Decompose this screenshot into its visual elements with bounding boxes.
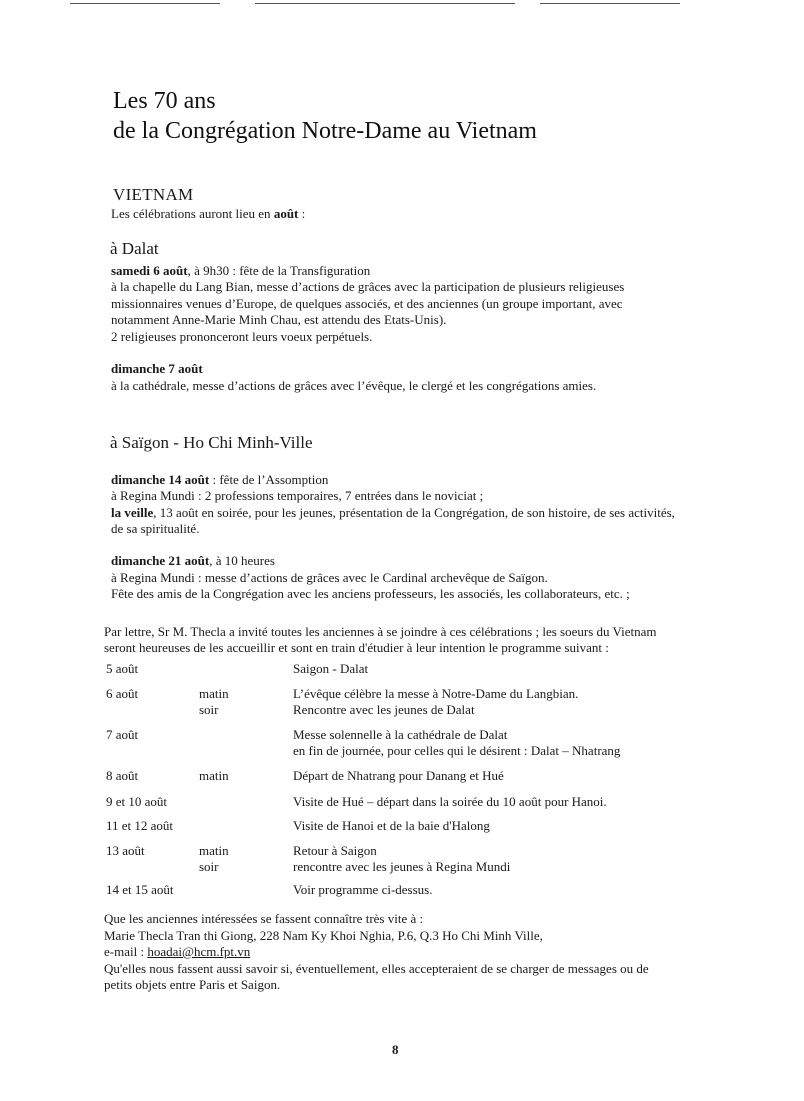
saigon-day2-line3: Fête des amis de la Congrégation avec les anciens professeurs, les associés, les collaborateurs, etc. ; [111, 586, 630, 601]
email-label: e-mail : [104, 944, 148, 959]
schedule-date: 14 et 15 août [106, 882, 174, 897]
section-heading-saigon: à Saïgon - Ho Chi Minh-Ville [110, 433, 313, 452]
vietnam-intro-text: Les célébrations auront lieu en [111, 206, 274, 221]
schedule-period: matin [199, 768, 229, 783]
schedule-activity: L’évêque célèbre la messe à Notre-Dame du Langbian. [293, 686, 579, 701]
schedule-activity: Départ de Nhatrang pour Danang et Hué [293, 768, 504, 783]
closing-line4: Qu'elles nous fassent aussi savoir si, éventuellement, elles accepteraient de se charger de messages ou de [104, 961, 649, 976]
vietnam-intro-end: : [298, 206, 306, 221]
dalat-day2-date: dimanche 7 août [111, 361, 203, 376]
page-number: 8 [392, 1042, 399, 1057]
dalat-day1-detail: , à 9h30 : fête de la Transfiguration [187, 263, 371, 278]
closing-line5: petits objets entre Paris et Saigon. [104, 977, 281, 992]
schedule-activity: Visite de Hanoi et de la baie d'Halong [293, 818, 490, 833]
schedule-period: matin [199, 686, 229, 701]
schedule-activity: Saigon - Dalat [293, 661, 369, 676]
schedule-period: soir [199, 859, 219, 874]
schedule-date: 11 et 12 août [106, 818, 174, 833]
dalat-day1-line5: 2 religieuses prononceront leurs voeux perpétuels. [111, 329, 373, 344]
schedule-date: 5 août [106, 661, 139, 676]
schedule-activity: Rencontre avec les jeunes de Dalat [293, 702, 475, 717]
saigon-day1-line2: à Regina Mundi : 2 professions temporaires, 7 entrées dans le noviciat ; [111, 488, 484, 503]
saigon-day2-line2: à Regina Mundi : messe d’actions de grâces avec le Cardinal archevêque de Saïgon. [111, 570, 548, 585]
dalat-day2-line2: à la cathédrale, messe d’actions de grâces avec l’évêque, le clergé et les congrégations amies. [111, 378, 597, 393]
page-title-line1: Les 70 ans [113, 88, 216, 114]
schedule-activity: en fin de journée, pour celles qui le désirent : Dalat – Nhatrang [293, 743, 621, 758]
closing-line1: Que les anciennes intéressées se fassent connaître très vite à : [104, 911, 424, 926]
saigon-day1-date: dimanche 14 août [111, 472, 210, 487]
saigon-day1-detail: : fête de l’Assomption [209, 472, 329, 487]
section-heading-vietnam: VIETNAM [113, 185, 194, 204]
vietnam-intro-bold: août [273, 206, 299, 221]
schedule-date: 9 et 10 août [106, 794, 168, 809]
dalat-day1-line3: missionnaires venues d’Europe, de quelques associés, et des anciennes (un groupe important, avec [111, 296, 623, 311]
dalat-day1-line4: notamment Anne-Marie Minh Chau, est attendu des Etats-Unis). [111, 312, 447, 327]
schedule-activity: rencontre avec les jeunes à Regina Mundi [293, 859, 511, 874]
schedule-activity: Messe solennelle à la cathédrale de Dalat [293, 727, 508, 742]
schedule-period: matin [199, 843, 229, 858]
dalat-day1-date: samedi 6 août [111, 263, 188, 278]
saigon-eve-label: la veille [111, 505, 154, 520]
saigon-eve-detail: , 13 août en soirée, pour les jeunes, présentation de la Congrégation, de son histoire, de ses activités, [153, 505, 675, 520]
letter-line2: seront heureuses de les accueillir et sont en train d'étudier à leur intention le programme suivant : [104, 640, 609, 655]
schedule-date: 6 août [106, 686, 139, 701]
schedule-date: 7 août [106, 727, 139, 742]
schedule-activity: Visite de Hué – départ dans la soirée du 10 août pour Hanoi. [293, 794, 607, 809]
section-heading-dalat: à Dalat [110, 239, 159, 258]
saigon-day2-detail: , à 10 heures [209, 553, 275, 568]
email-link[interactable]: hoadai@hcm.fpt.vn [147, 944, 251, 959]
schedule-activity: Retour à Saigon [293, 843, 377, 858]
saigon-day1-line4: de sa spiritualité. [111, 521, 200, 536]
letter-line1: Par lettre, Sr M. Thecla a invité toutes les anciennes à se joindre à ces célébrations ; les soeurs du Vietnam [104, 624, 657, 639]
closing-email-line [104, 944, 250, 960]
schedule-date: 8 août [106, 768, 139, 783]
page-title-line2: de la Congrégation Notre-Dame au Vietnam [113, 118, 537, 144]
dalat-day1-line2: à la chapelle du Lang Bian, messe d’actions de grâces avec la participation de plusieurs religieuses [111, 279, 625, 294]
saigon-day2-date: dimanche 21 août [111, 553, 210, 568]
schedule-date: 13 août [106, 843, 145, 858]
closing-line2: Marie Thecla Tran thi Giong, 228 Nam Ky Khoi Nghia, P.6, Q.3 Ho Chi Minh Ville, [104, 928, 543, 943]
schedule-activity: Voir programme ci-dessus. [293, 882, 433, 897]
schedule-period: soir [199, 702, 219, 717]
